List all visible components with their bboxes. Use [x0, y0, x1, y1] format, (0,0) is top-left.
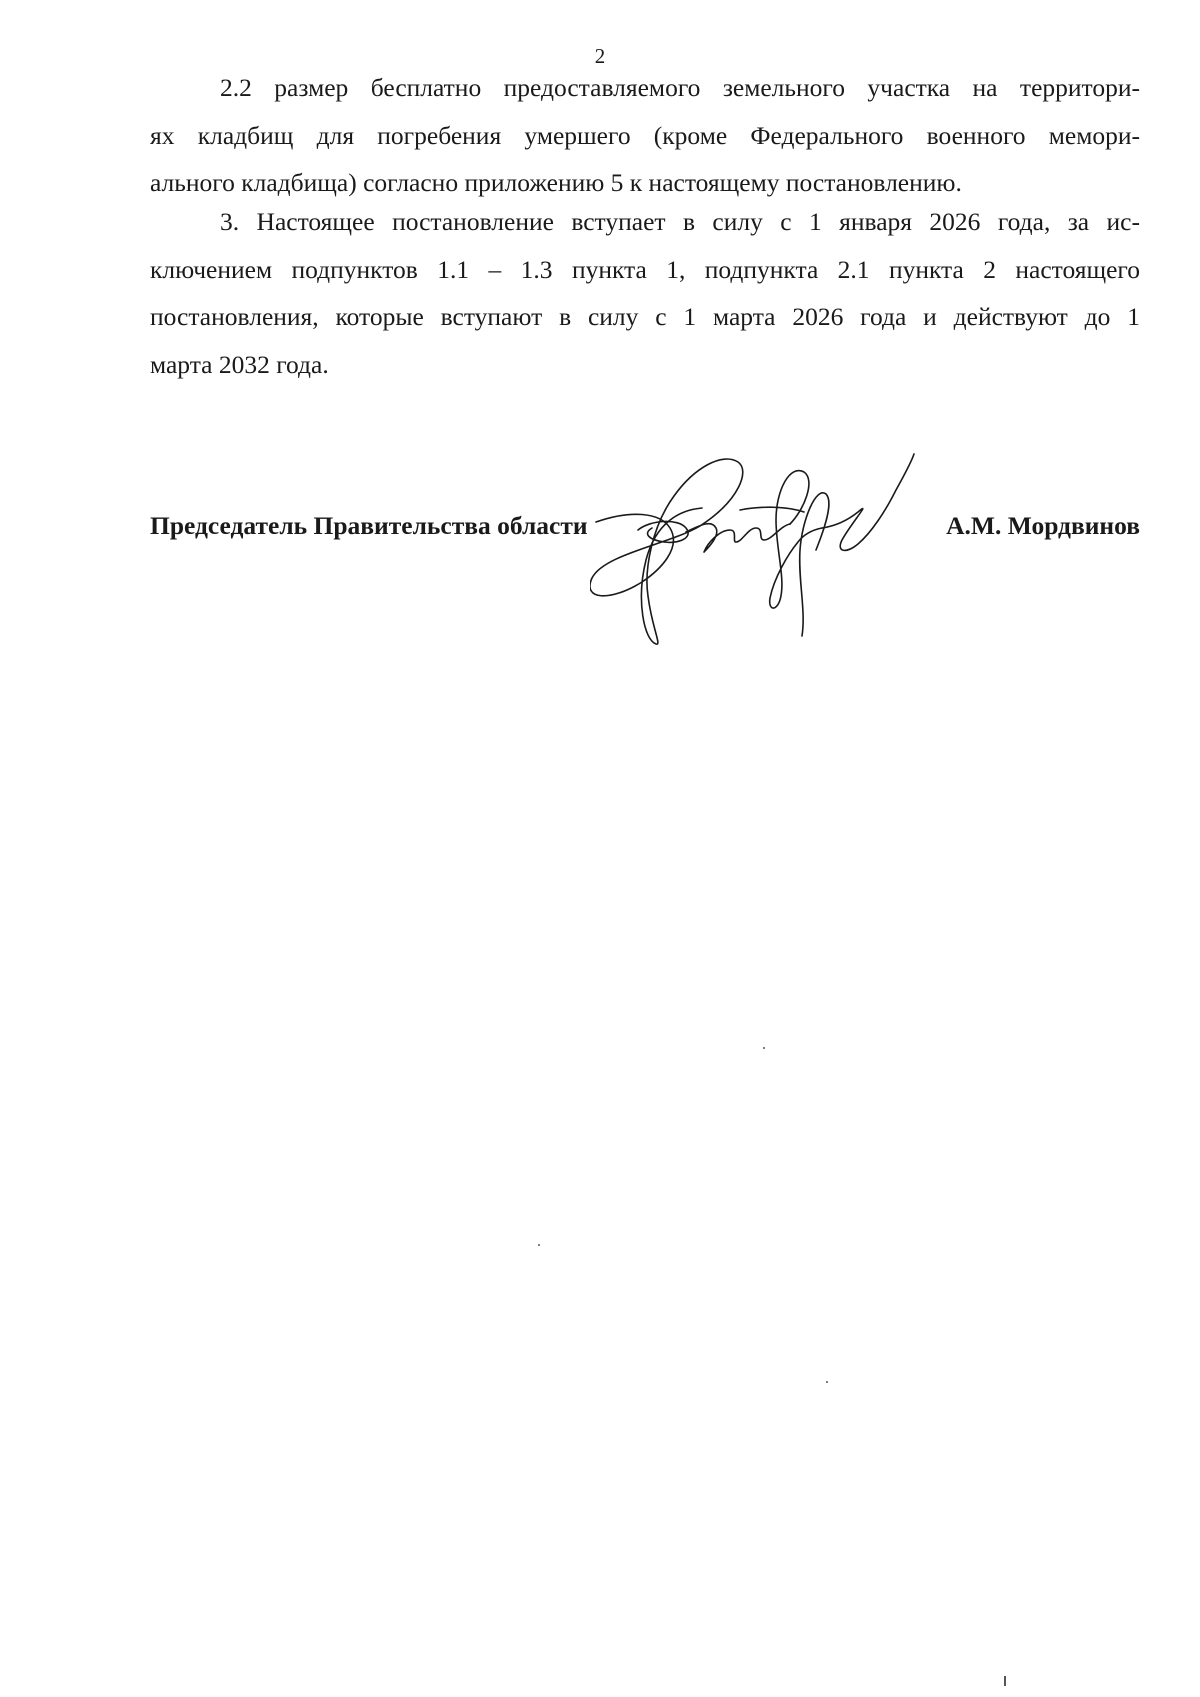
signature-stroke — [770, 471, 822, 609]
handwritten-signature — [590, 450, 950, 650]
scan-speck — [1004, 1676, 1006, 1686]
paragraph-line: 2.2 размер бесплатно предоставляемого земельного участка на территори- — [220, 73, 1140, 102]
paragraph-line: ключением подпунктов 1.1 – 1.3 пункта 1, подпункта 2.1 пункта 2 настоящего — [150, 254, 1140, 284]
signatory-title: Председатель Правительства области — [150, 511, 588, 540]
signature-stroke — [800, 493, 829, 636]
paragraph-line: постановления, которые вступают в силу с 1 марта 2026 года и действуют до 1 — [150, 302, 1140, 331]
scan-speck — [826, 1381, 828, 1383]
signatory-name: А.М. Мордвинов — [946, 511, 1140, 540]
paragraph-line: 3. Настоящее постановление вступает в силу с 1 января 2026 года, за ис- — [220, 207, 1140, 236]
signature-stroke — [822, 454, 914, 550]
paragraph-line: ального кладбища) согласно приложению 5 к настоящему постановлению. — [150, 168, 962, 197]
page-number: 2 — [594, 44, 606, 68]
paragraph-2-2 — [150, 64, 1140, 207]
paragraph-line: марта 2032 года. — [150, 349, 329, 379]
scan-speck — [538, 1244, 540, 1246]
paragraph-line: ях кладбищ для погребения умершего (кроме Федерального военного мемори- — [150, 120, 1140, 150]
signature-stroke — [686, 524, 790, 552]
scan-speck — [763, 1047, 765, 1049]
signature-stroke — [740, 507, 804, 512]
paragraph-3 — [150, 198, 1140, 388]
signature-stroke — [638, 521, 688, 542]
signature-stroke — [590, 459, 743, 644]
